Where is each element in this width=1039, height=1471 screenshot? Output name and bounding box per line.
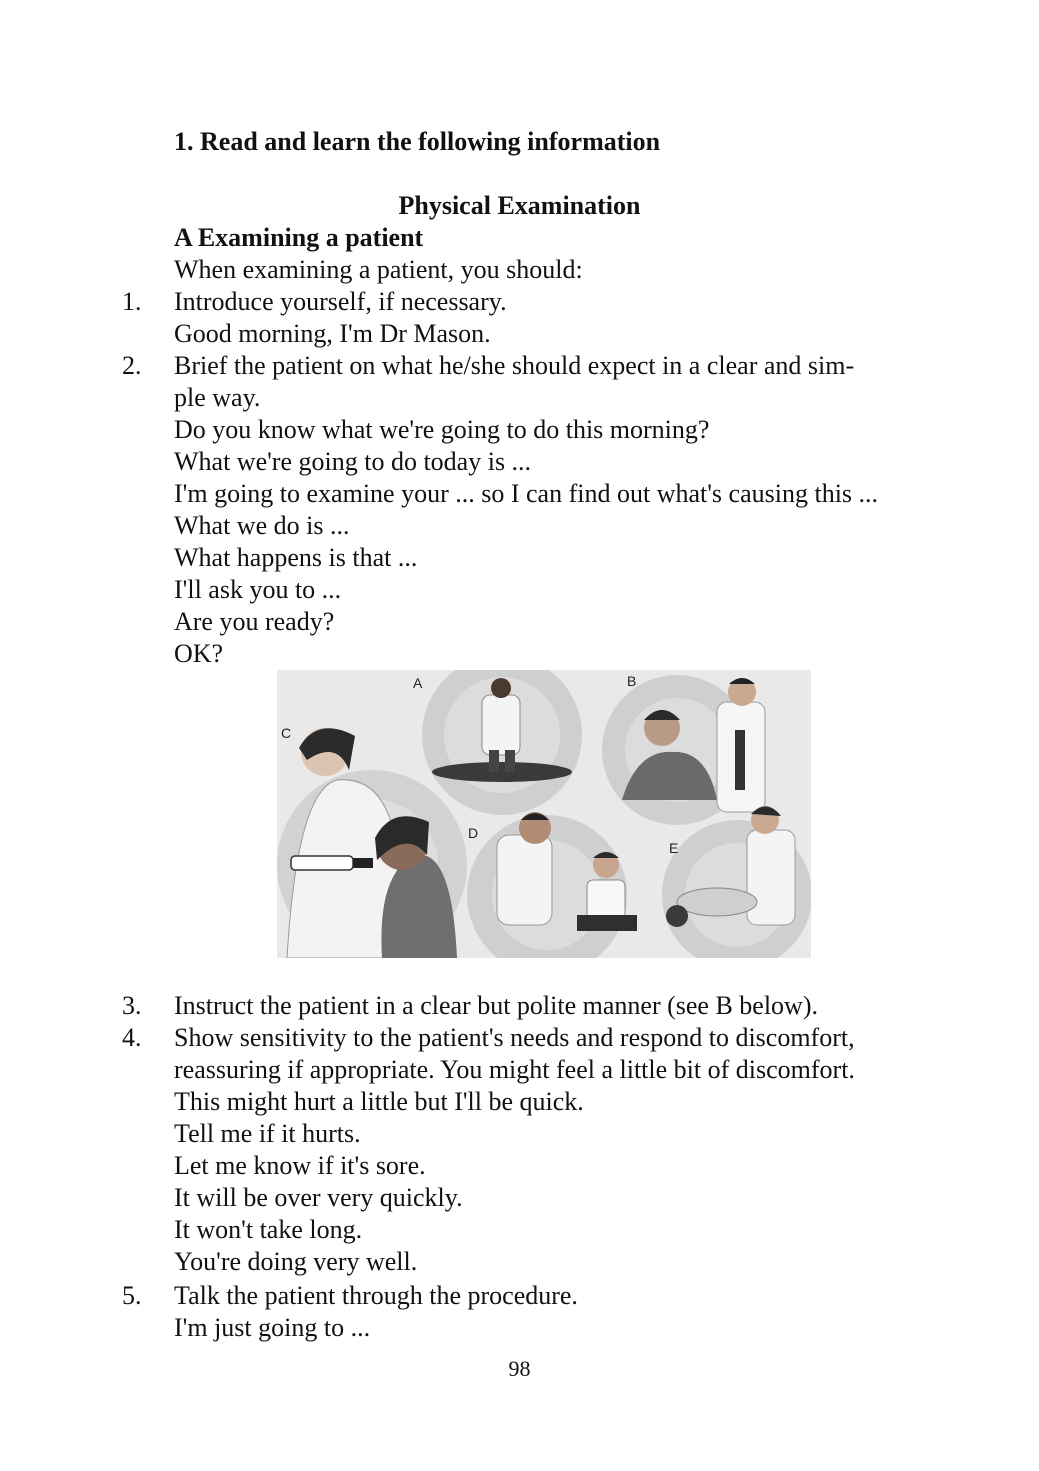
- item-line: ple way.: [174, 383, 261, 412]
- item-number: 1.: [122, 287, 142, 316]
- item-line: Introduce yourself, if necessary.: [174, 287, 507, 316]
- item-line: reassuring if appropriate. You might feel a little bit of discomfort.: [174, 1055, 855, 1084]
- item-line: I'm going to examine your ... so I can find out what's causing this ...: [174, 479, 879, 508]
- intro-text: When examining a patient, you should:: [174, 255, 583, 284]
- item-line: What we do is ...: [174, 511, 350, 540]
- item-line: What happens is that ...: [174, 543, 418, 572]
- item-line: OK?: [174, 639, 224, 668]
- figure-label-c: C: [281, 725, 292, 741]
- item-line: What we're going to do today is ...: [174, 447, 532, 476]
- figure-label-b: B: [627, 673, 637, 689]
- item-line: It will be over very quickly.: [174, 1183, 463, 1212]
- item-number: 3.: [122, 991, 142, 1020]
- illustration-artwork: [277, 670, 811, 958]
- figure-label-d: D: [468, 825, 479, 841]
- figure-label-a: A: [413, 675, 423, 691]
- figure-label-e: E: [669, 840, 679, 856]
- section-title: Physical Examination: [398, 191, 641, 220]
- item-line: Tell me if it hurts.: [174, 1119, 361, 1148]
- item-number: 2.: [122, 351, 142, 380]
- item-line: This might hurt a little but I'll be quick.: [174, 1087, 584, 1116]
- item-line: Talk the patient through the procedure.: [174, 1281, 578, 1310]
- item-line: Do you know what we're going to do this morning?: [174, 415, 710, 444]
- item-line: I'm just going to ...: [174, 1313, 371, 1342]
- item-line: Good morning, I'm Dr Mason.: [174, 319, 491, 348]
- item-line: Instruct the patient in a clear but polite manner (see B below).: [174, 991, 818, 1020]
- item-number: 5.: [122, 1281, 142, 1310]
- examination-illustration: [277, 670, 811, 958]
- item-line: I'll ask you to ...: [174, 575, 342, 604]
- item-line: Show sensitivity to the patient's needs and respond to discomfort,: [174, 1023, 855, 1052]
- subsection-title: A Examining a patient: [174, 223, 424, 252]
- page-number: 98: [508, 1356, 531, 1381]
- item-line: Brief the patient on what he/she should expect in a clear and sim-: [174, 351, 855, 380]
- item-number: 4.: [122, 1023, 142, 1052]
- exercise-heading: 1. Read and learn the following information: [174, 127, 661, 156]
- item-line: Are you ready?: [174, 607, 335, 636]
- item-line: Let me know if it's sore.: [174, 1151, 426, 1180]
- item-line: You're doing very well.: [174, 1247, 418, 1276]
- item-line: It won't take long.: [174, 1215, 363, 1244]
